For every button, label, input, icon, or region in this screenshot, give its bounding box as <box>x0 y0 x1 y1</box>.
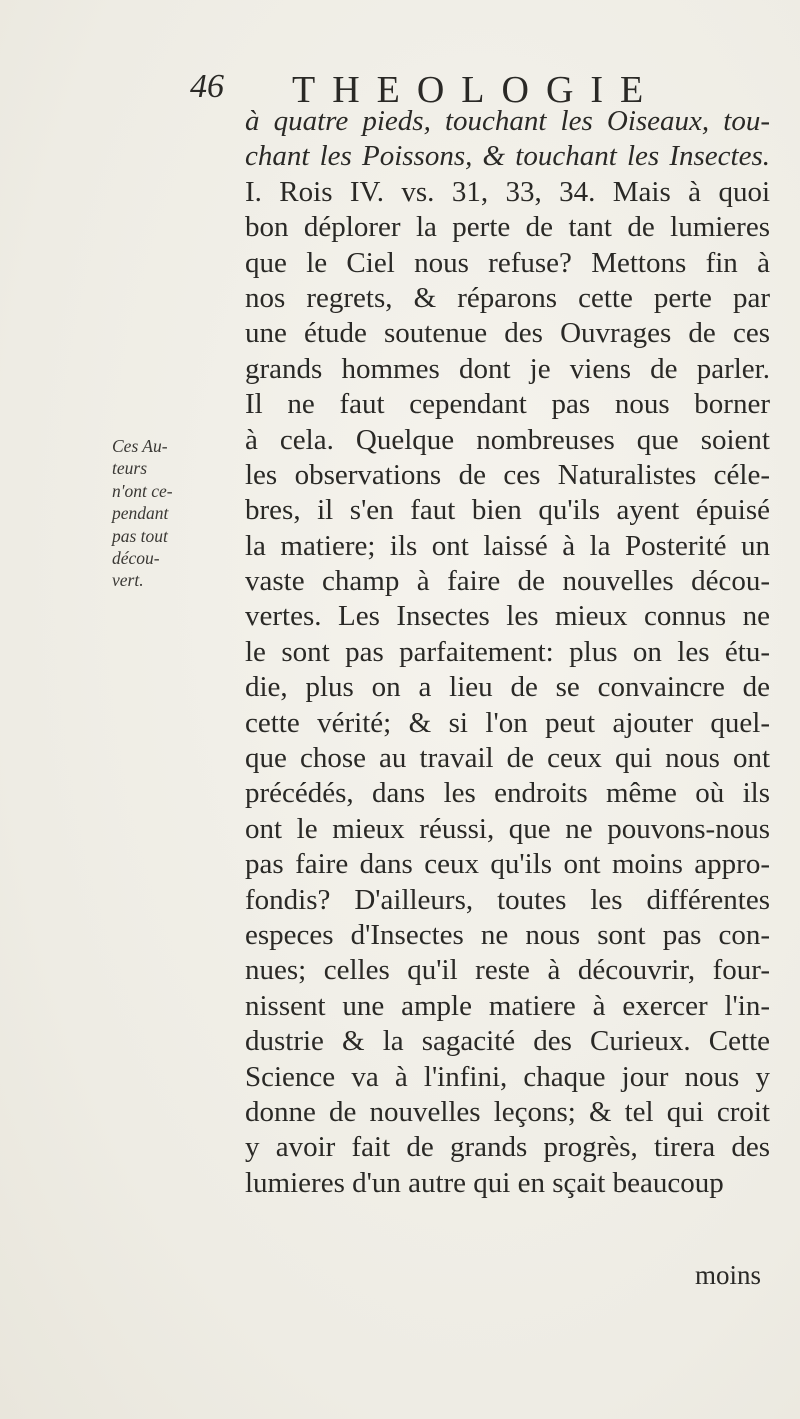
text-line: cette vérité; & si l'on peut ajouter quel- <box>245 706 770 739</box>
text-line: ont le mieux réussi, que ne pouvons-nous <box>245 812 770 845</box>
catchword: moins <box>695 1260 762 1290</box>
text-line: la matiere; ils ont laissé à la Posterité un <box>245 529 770 562</box>
text-line: Il ne faut cependant pas nous borner <box>245 388 770 421</box>
text-line: bon déplorer la perte de tant de lumieres <box>245 211 770 244</box>
text-line: donne de nouvelles leçons; & tel qui croit <box>245 1095 770 1128</box>
text-line: les observations de ces Naturalistes céle- <box>245 458 770 491</box>
margin-note-line: n'ont ce- <box>112 480 173 501</box>
text-line: fondis? D'ailleurs, toutes les différentes <box>245 883 770 916</box>
margin-note-line: pendant <box>112 503 169 524</box>
text-line: I. Rois IV. vs. 31, 33, 34. Mais à quoi <box>245 175 770 208</box>
text-line: que le Ciel nous refuse? Mettons fin à <box>245 246 770 279</box>
text-line: y avoir fait de grands progrès, tirera des <box>245 1131 770 1164</box>
text-line: nissent une ample matiere à exercer l'in- <box>245 989 770 1022</box>
text-line: le sont pas parfaitement: plus on les étu- <box>245 635 770 668</box>
text-line: die, plus on a lieu de se convaincre de <box>245 671 770 704</box>
margin-note-line: vert. <box>112 570 144 591</box>
text-line: chant les Poissons, & touchant les Insectes. <box>245 140 770 173</box>
text-line: vaste champ à faire de nouvelles décou- <box>245 565 770 598</box>
running-title: THEOLOGIE <box>292 69 661 111</box>
text-line: grands hommes dont je viens de parler. <box>245 352 770 385</box>
text-line: nos regrets, & réparons cette perte par <box>245 281 770 314</box>
margin-note <box>112 435 192 592</box>
margin-note-line: Ces Au- <box>112 436 168 456</box>
margin-note-line: pas tout <box>112 525 168 546</box>
text-line: que chose au travail de ceux qui nous ont <box>245 742 770 775</box>
text-line: nues; celles qu'il reste à découvrir, four- <box>245 954 770 987</box>
margin-note-line: teurs <box>112 458 147 479</box>
text-line: dustrie & la sagacité des Curieux. Cette <box>245 1025 770 1058</box>
text-line: bres, il s'en faut bien qu'ils ayent épuisé <box>245 494 770 527</box>
text-line: lumieres d'un autre qui en sçait beaucoup <box>245 1166 724 1199</box>
text-line: à cela. Quelque nombreuses que soient <box>245 423 770 456</box>
text-line: pas faire dans ceux qu'ils ont moins appro- <box>245 848 770 881</box>
margin-note-line: décou- <box>112 548 160 569</box>
text-line: à quatre pieds, touchant les Oiseaux, tou- <box>245 105 770 137</box>
text-line: une étude soutenue des Ouvrages de ces <box>245 317 770 350</box>
page-number: 46 <box>190 68 224 105</box>
text-line: Science va à l'infini, chaque jour nous y <box>245 1060 770 1093</box>
text-line: vertes. Les Insectes les mieux connus ne <box>245 600 770 633</box>
text-line: précédés, dans les endroits même où ils <box>245 777 770 810</box>
text-line: especes d'Insectes ne nous sont pas con- <box>245 918 770 951</box>
body-text <box>245 104 770 1201</box>
